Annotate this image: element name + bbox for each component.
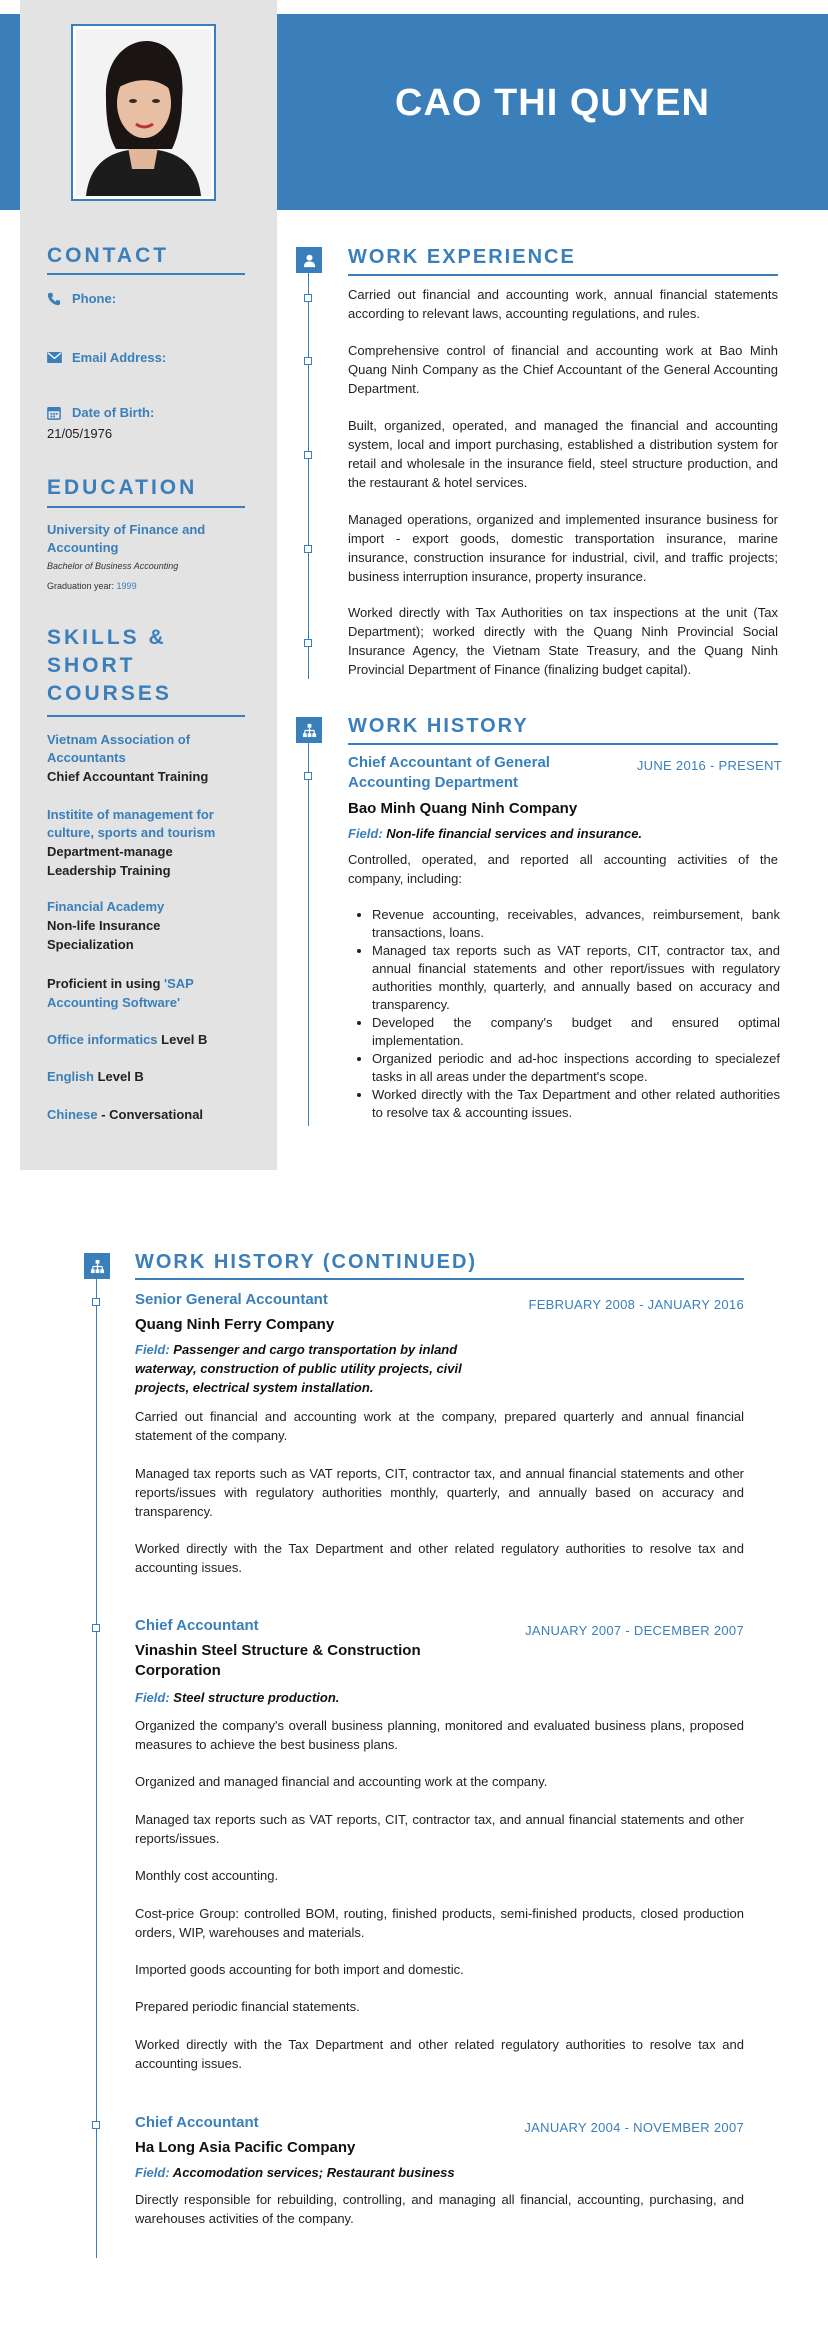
work-history-heading: WORK HISTORY: [348, 715, 529, 737]
experience-item: Worked directly with Tax Authorities on tax inspections at the unit (Tax Department); worked directly with the Quang Ninh Provincial Social Insurance Agency, the Vietnam State Treasury, and the Quang Ninh Provincial Department of Finance (finalizing budget capital).: [348, 605, 778, 677]
job-paragraph: Imported goods accounting for both import and domestic.: [135, 1962, 464, 1977]
job-paragraph: Directly responsible for rebuilding, controlling, and managing all financial, accounting, purchasing, and warehouses activities of the company.: [135, 2192, 744, 2226]
skill-item: [47, 731, 237, 786]
job-paragraph: Prepared periodic financial statements.: [135, 1999, 360, 2014]
experience-item: Comprehensive control of financial and accounting work at Bao Minh Quang Ninh Company as the Chief Accountant of the General Accounting Department.: [348, 343, 778, 396]
work-history-continued-icon: [84, 1253, 110, 1279]
timeline-marker: [304, 451, 312, 459]
contact-divider: [47, 273, 245, 275]
job-paragraph: Cost-price Group: controlled BOM, routing, finished products, semi-finished products, closed production orders, WIP, warehouses and materials.: [135, 1906, 744, 1940]
skill-org: Financial Academy: [47, 899, 165, 914]
graduation-year: [47, 581, 137, 591]
job-paragraph: Worked directly with the Tax Department and other related regulatory authorities to resolve tax and accounting issues.: [135, 2037, 744, 2071]
email-label: Email Address:: [72, 350, 167, 365]
timeline-line: [96, 1279, 97, 2258]
work-history-icon: [296, 717, 322, 743]
skills-heading-line3: COURSES: [47, 682, 172, 705]
timeline-line: [308, 743, 309, 1126]
education-heading: EDUCATION: [47, 476, 198, 499]
job-paragraph: Managed tax reports such as VAT reports, CIT, contractor tax, and annual financial statements and other reports/issues.: [135, 1812, 744, 1846]
timeline-marker: [304, 357, 312, 365]
graduation-year-value: 1999: [116, 581, 137, 591]
job-bullet: • Developed the company's budget and ensured optimal implementation.: [372, 1014, 780, 1050]
work-experience-heading: WORK EXPERIENCE: [348, 246, 576, 268]
sap-name: 'SAP Accounting Software': [47, 976, 194, 1010]
english-skill: [47, 1067, 144, 1086]
office-skill: [47, 1030, 207, 1049]
job-bullets: [350, 906, 780, 1122]
job-bullet: • Organized periodic and ad-hoc inspections according to specialezef tasks in all areas under the department's scope.: [372, 1050, 780, 1086]
job-bullet: • Worked directly with the Tax Department and other related authorities to resolve tax & accounting issues.: [372, 1086, 780, 1122]
experience-item: Built, organized, operated, and managed the financial and accounting system, local and import purchasing, established a distribution system for retail and wholesale in the insurance field, steel structure production, and the restaurant & hotel services.: [348, 418, 778, 490]
skill-item: [47, 898, 237, 954]
work-history-continued-divider: [135, 1278, 744, 1280]
job-field: [348, 824, 778, 843]
skill-detail: Department-manage Leadership Training: [47, 844, 173, 878]
dob-value: 21/05/1976: [47, 426, 113, 441]
english-label: English: [47, 1069, 94, 1084]
job-title: Senior General Accountant: [135, 1291, 328, 1308]
job-bullet: • Revenue accounting, receivables, advances, reimbursement, bank transactions, loans.: [372, 906, 780, 942]
chinese-label: Chinese: [47, 1107, 98, 1122]
phone-label: Phone:: [72, 291, 117, 306]
field-label: Field:: [348, 826, 383, 841]
job-date: JUNE 2016 - PRESENT: [636, 758, 782, 773]
candidate-name: CAO THI QUYEN: [395, 82, 710, 124]
timeline-marker: [304, 294, 312, 302]
field-value: Accomodation services; Restaurant business: [169, 2165, 455, 2180]
job-company: Ha Long Asia Pacific Company: [135, 2139, 356, 2156]
experience-item: Carried out financial and accounting work, annual financial statements according to relevant laws, accounting regulations, and rules.: [348, 287, 778, 321]
timeline-marker: [92, 1298, 100, 1306]
calendar-icon: [47, 406, 63, 420]
skills-divider: [47, 715, 245, 717]
header-band-left: [0, 14, 20, 210]
job-title: Chief Accountant: [135, 2114, 259, 2131]
job-paragraph: Organized and managed financial and accounting work at the company.: [135, 1774, 548, 1789]
office-level: Level B: [157, 1032, 208, 1047]
job-date: JANUARY 2007 - DECEMBER 2007: [525, 1623, 744, 1638]
timeline-marker: [304, 545, 312, 553]
skill-item: [47, 806, 237, 880]
mail-icon: [47, 351, 63, 365]
timeline-line: [308, 273, 309, 679]
skill-detail: Non-life Insurance Specialization: [47, 918, 161, 952]
job-paragraph: Monthly cost accounting.: [135, 1868, 279, 1883]
phone-icon: [47, 292, 63, 306]
skill-org: Institite of management for culture, sports and tourism: [47, 807, 216, 840]
email-row: [47, 350, 166, 365]
field-value: Non-life financial services and insurance.: [382, 826, 643, 841]
work-experience-icon: [296, 247, 322, 273]
dob-row: [47, 405, 154, 420]
job-title: Chief Accountant of General Accounting Department: [348, 754, 550, 791]
timeline-marker: [304, 772, 312, 780]
job-bullet: • Managed tax reports such as VAT reports, CIT, contractor tax, and annual financial statements and other report/issues with regulatory authorities monthly, quarterly, and annually based on accuracy and transparency.: [372, 942, 780, 1014]
phone-row: [47, 291, 116, 306]
work-history-continued-heading: WORK HISTORY (CONTINUED): [135, 1251, 478, 1273]
job-paragraph: Managed tax reports such as VAT reports, CIT, contractor tax, and annual financial statements and other reports/issues with regulatory authorities monthly, quarterly, and annually based on accuracy and transparency.: [135, 1466, 744, 1519]
timeline-marker: [92, 1624, 100, 1632]
job-field: [135, 1340, 485, 1397]
job-paragraph: Carried out financial and accounting work at the company, prepared quarterly and annual financial statement of the company.: [135, 1409, 744, 1443]
profile-photo: [71, 24, 216, 201]
skill-org: Vietnam Association of Accountants: [47, 732, 191, 765]
job-paragraph: Worked directly with the Tax Department and other related regulatory authorities to resolve tax and accounting issues.: [135, 1541, 744, 1575]
experience-item: Managed operations, organized and implemented insurance business for import - export goods, domestic transportation insurance, marine insurance, construction insurance for industrial, civil, and traffic projects; business interruption insurance, property insurance.: [348, 512, 778, 584]
skills-heading-line2: SHORT: [47, 654, 136, 677]
skills-heading: [47, 624, 172, 708]
field-label: Field:: [135, 1342, 170, 1357]
dob-label: Date of Birth:: [72, 405, 155, 420]
timeline-marker: [92, 2121, 100, 2129]
work-experience-divider: [348, 274, 778, 276]
field-label: Field:: [135, 2165, 170, 2180]
office-label: Office informatics: [47, 1032, 158, 1047]
job-company: Bao Minh Quang Ninh Company: [348, 800, 578, 817]
field-label: Field:: [135, 1690, 170, 1705]
field-value: Passenger and cargo transportation by inland waterway, construction of public utility projects, civil projects, electrical system installation.: [135, 1342, 462, 1395]
job-field: [135, 1688, 565, 1707]
education-school: University of Finance and Accounting: [47, 522, 206, 555]
field-value: Steel structure production.: [169, 1690, 340, 1705]
job-date: JANUARY 2004 - NOVEMBER 2007: [524, 2120, 744, 2135]
job-intro: Controlled, operated, and reported all accounting activities of the company, including:: [348, 852, 778, 886]
job-date: FEBRUARY 2008 - JANUARY 2016: [528, 1297, 744, 1312]
job-company: Vinashin Steel Structure & Construction Corporation: [135, 1642, 421, 1679]
job-paragraph: Organized the company's overall business planning, monitored and evaluated business plans, proposed measures to achieve the best business plans.: [135, 1718, 744, 1752]
chinese-skill: [47, 1105, 203, 1124]
skill-detail: Chief Accountant Training: [47, 769, 209, 784]
education-degree: Bachelor of Business Accounting: [47, 561, 179, 571]
job-company: Quang Ninh Ferry Company: [135, 1316, 335, 1333]
timeline-marker: [304, 639, 312, 647]
work-history-divider: [348, 743, 778, 745]
sap-prefix: Proficient in using: [47, 976, 165, 991]
sap-skill: [47, 974, 237, 1012]
english-level: Level B: [93, 1069, 144, 1084]
chinese-level: - Conversational: [97, 1107, 204, 1122]
job-field: [135, 2163, 635, 2182]
job-title: Chief Accountant: [135, 1617, 259, 1634]
skills-heading-line1: SKILLS &: [47, 626, 167, 649]
contact-heading: CONTACT: [47, 244, 170, 267]
education-divider: [47, 506, 245, 508]
graduation-label: Graduation year:: [47, 581, 117, 591]
